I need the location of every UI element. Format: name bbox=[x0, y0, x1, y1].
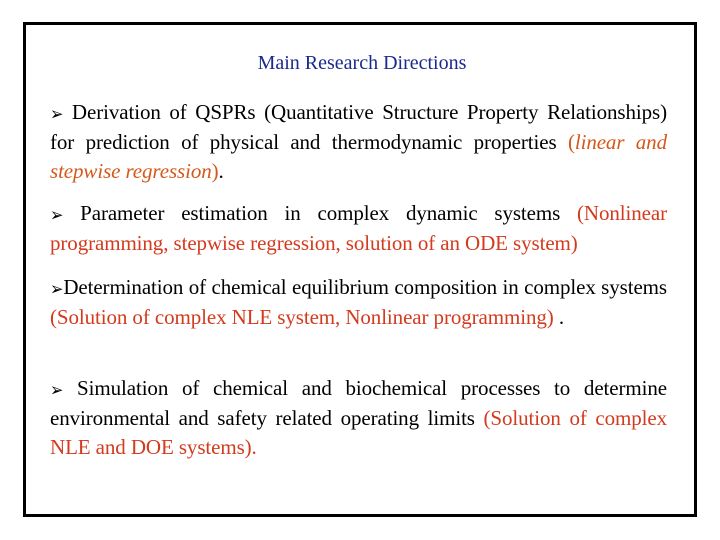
arrow-bullet-icon: ➢ bbox=[50, 102, 64, 125]
item-highlight: linear and stepwise regression bbox=[50, 130, 667, 183]
item-end: . bbox=[553, 305, 564, 329]
arrow-bullet-icon: ➢ bbox=[50, 277, 64, 300]
arrow-bullet-icon: ➢ bbox=[50, 203, 64, 226]
research-item-parameter-estimation bbox=[50, 199, 667, 258]
item-text: Determination of chemical equilibrium composition in complex systems bbox=[63, 275, 667, 299]
slide-title: Main Research Directions bbox=[257, 52, 467, 74]
research-item-qspr bbox=[50, 98, 667, 186]
research-item-simulation bbox=[50, 374, 667, 462]
paren-open: ( bbox=[567, 130, 575, 154]
paren-close: ) bbox=[211, 159, 219, 183]
item-end: . bbox=[218, 159, 224, 183]
item-text: Derivation of QSPRs (Quantitative Structure Property Relationships) for prediction of physical and thermodynamic properties bbox=[50, 100, 667, 154]
arrow-bullet-icon: ➢ bbox=[50, 378, 64, 401]
research-item-equilibrium bbox=[50, 273, 667, 332]
item-text: Parameter estimation in complex dynamic systems bbox=[63, 201, 578, 225]
item-text: Simulation of chemical and biochemical processes to determine environmental and safety related operating limits bbox=[50, 376, 667, 430]
item-highlight: (Solution of complex NLE and DOE systems). bbox=[50, 406, 668, 459]
slide-frame bbox=[23, 22, 697, 517]
item-highlight: (Nonlinear programming, stepwise regression, solution of an ODE system) bbox=[50, 201, 667, 255]
item-highlight: (Solution of complex NLE system, Nonlinear programming) bbox=[50, 305, 554, 329]
